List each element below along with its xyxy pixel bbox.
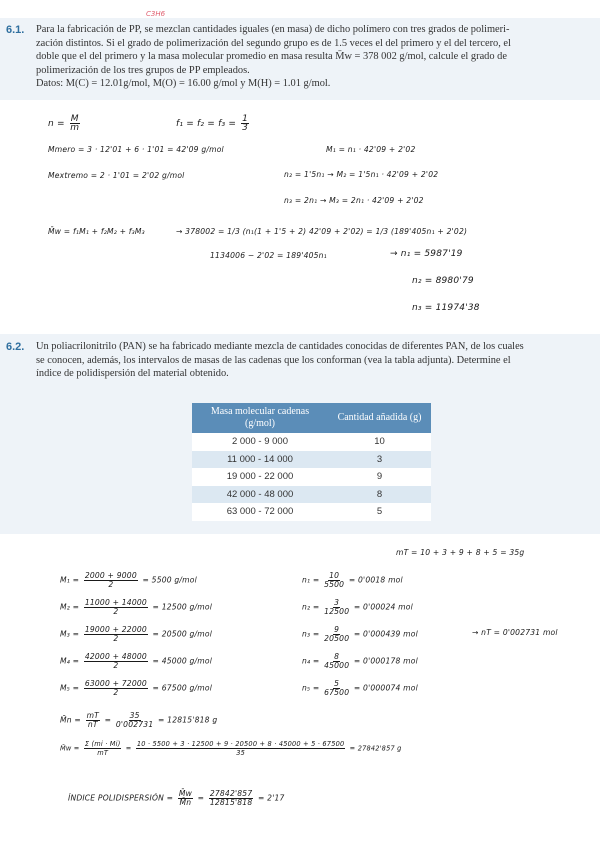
table-cell: 2 000 - 9 000 [192,433,328,451]
hw-arrow-eq: → 378002 = 1/3 (n₁(1 + 1'5 + 2) 42'09 + 2'02) = 1/3 (189'405n₁ + 2'02) [176,227,468,236]
hw-n2-result: n₂ = 8980'79 [412,276,474,286]
hw-n2: n₂ = 1'5n₁ → M₂ = 1'5n₁ · 42'09 + 2'02 [284,170,439,179]
hw-mw: M̄w = $\frac{\Sigma (mi \cdot Mi)}{mT}$ = $\frac{10 \cdot 5500 + 3 \cdot 12500 + 9 \cdot 20500 + 8 \cdot 45000 + 5 \cdot 67500}{35}$ = 27842'857 g [60,740,402,757]
table-cell: 3 [328,451,431,469]
problem-number: 6.2. [6,341,25,353]
hw-n1-result: → n₁ = 5987'19 [390,249,463,259]
hw-M2: M₂ = $\frac{11000 + 14000}{2}$ = 12500 g/mol [60,598,213,616]
hw-n3: n₃ = 2n₁ → M₃ = 2n₁ · 42'09 + 2'02 [284,196,424,205]
column-header-quantity: Cantidad añadida (g) [328,403,431,433]
problem-number: 6.1. [6,24,25,36]
table-cell: 11 000 - 14 000 [192,451,328,469]
margin-annotation: C3H6 [146,10,166,18]
hw-mw-line: M̄w = f₁M₁ + f₂M₂ + f₃M₃ [48,227,145,236]
table-row [192,468,431,486]
table-cell: 19 000 - 22 000 [192,468,328,486]
hw-n3: n₃ = $\frac{9}{20500}$ = 0'000439 mol [302,625,418,643]
hw-n2: n₂ = $\frac{3}{12500}$ = 0'00024 mol [302,598,413,616]
table-row [192,486,431,504]
table-cell: 63 000 - 72 000 [192,503,328,521]
table-cell: 8 [328,486,431,504]
hw-n-definition: n = $\frac{M}{m}$ [48,114,80,133]
hw-n4: n₄ = $\frac{8}{45000}$ = 0'000178 mol [302,652,418,670]
table-header-row [192,403,431,433]
hw-sol-line: 1134006 − 2'02 = 189'405n₁ [210,251,327,260]
table-row [192,503,431,521]
table-cell: 9 [328,468,431,486]
data-line: Datos: M(C) = 12.01g/mol, M(O) = 16.00 g/mol y M(H) = 1.01 g/mol. [36,78,331,90]
table-row [192,433,431,451]
hw-M1: M₁ = $\frac{2000 + 9000}{2}$ = 5500 g/mol [60,571,197,589]
hw-M5: M₅ = $\frac{63000 + 72000}{2}$ = 67500 g/mol [60,679,213,697]
table-cell: 5 [328,503,431,521]
hw-n3-result: n₃ = 11974'38 [412,303,480,313]
table-row [192,451,431,469]
hw-fractions: f₁ = f₂ = f₃ = $\frac{1}{3}$ [176,114,249,133]
hw-mmero: Mmero = 3 · 12'01 + 6 · 1'01 = 42'09 g/mol [48,145,224,154]
hw-total-mass: mT = 10 + 3 + 9 + 8 + 5 = 35g [396,548,525,557]
problem-statement: Un poliacrilonitrilo (PAN) se ha fabricado mediante mezcla de cantidades conocidas de diferentes PAN, de los cuales se conocen, además, los intervalos de masas de las cadenas que los conforman (vea la tabla adjunta). Determine el índice de polidispersión del material obtenido. [36,341,524,380]
hw-n5: n₅ = $\frac{5}{67500}$ = 0'000074 mol [302,679,418,697]
hw-mn: M̄n = $\frac{mT}{nT}$ = $\frac{35}{0'002731}$ = 12815'818 g [60,711,218,729]
hw-M4: M₄ = $\frac{42000 + 48000}{2}$ = 45000 g/mol [60,652,213,670]
hw-polydispersity: ÍNDICE POLIDISPERSIÓN = $\frac{M̄w}{M̄n}$ = $\frac{27842'857}{12815'818}$ = 2'17 [68,789,285,807]
table-cell: 10 [328,433,431,451]
column-header-mass: Masa molecular cadenas (g/mol) [192,403,328,433]
hw-mextremo: Mextremo = 2 · 1'01 = 2'02 g/mol [48,171,185,180]
hw-n1: n₁ = $\frac{10}{5500}$ = 0'0018 mol [302,571,403,589]
table-cell: 42 000 - 48 000 [192,486,328,504]
data-table [192,403,431,521]
hw-M3: M₃ = $\frac{19000 + 22000}{2}$ = 20500 g/mol [60,625,213,643]
problem-statement: Para la fabricación de PP, se mezclan cantidades iguales (en masa) de dicho polímero con tres grados de polimeri- zación distintos. Si el grado de polimerización del segundo grupo es de 1.5 veces el del primero y el del tercero, el doble que el del primero y la masa molecular promedio en masa resulta M̄w = 378 002 g/mol, calcule el grado de polimerización de los tres grupos de PP empleados. Datos: M(C) = 12.01g/mol, M(O) = 16.00 g/mol y M(H) = 1.01 g/mol. [36,23,592,91]
hw-m1: M₁ = n₁ · 42'09 + 2'02 [326,145,416,154]
hw-nt-total: → nT = 0'002731 mol [472,628,558,637]
